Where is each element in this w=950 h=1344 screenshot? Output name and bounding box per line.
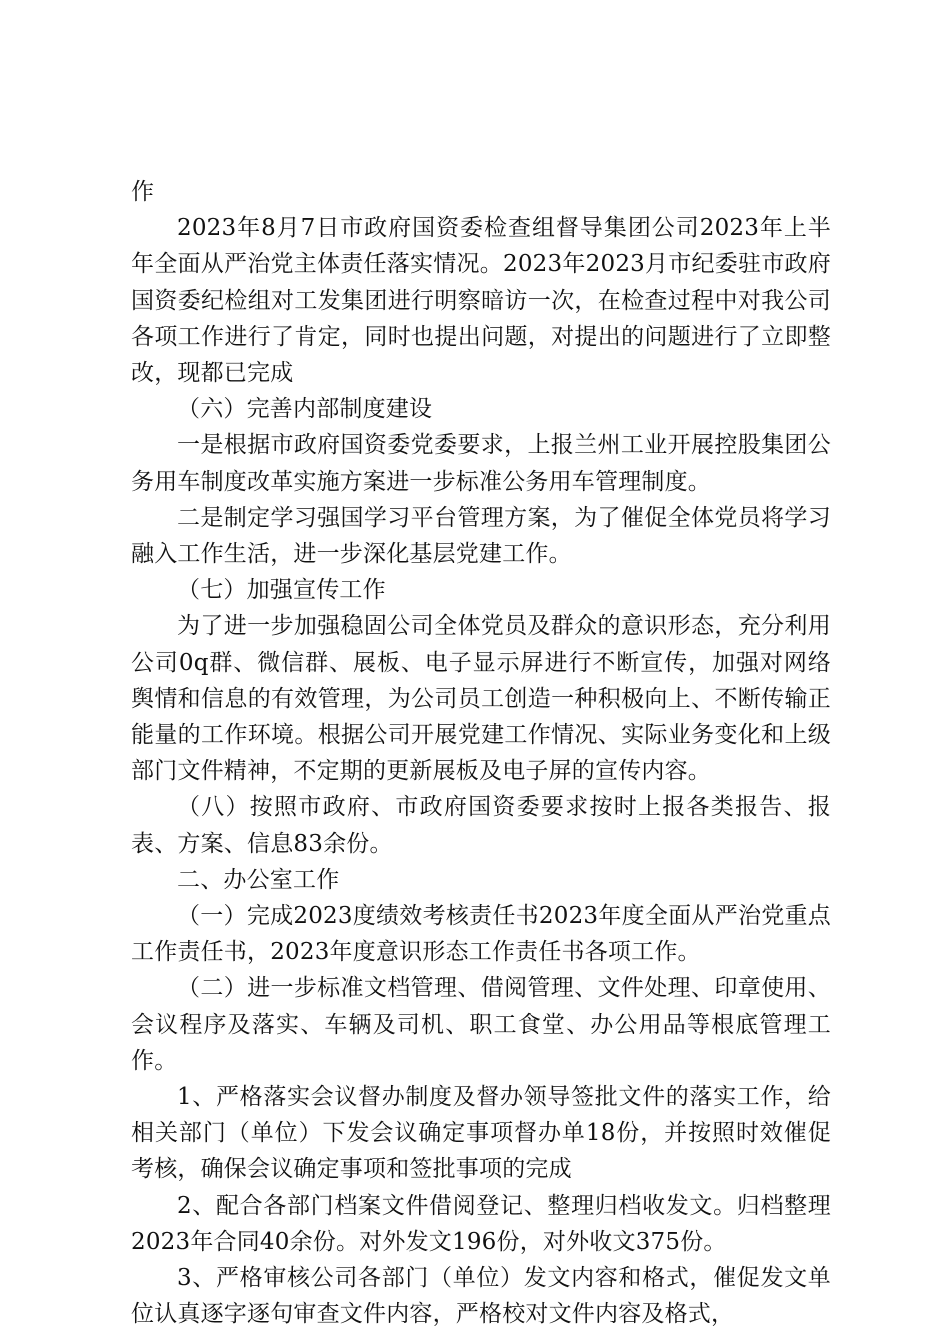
paragraph-responsibility-letters: （一）完成2023度绩效考核责任书2023年度全面从严治党重点工作责任书，2023年度意识形态工作责任书各项工作。: [131, 903, 831, 966]
paragraph-basic-management: （二）进一步标准文档管理、借阅管理、文件处理、印章使用、会议程序及落实、车辆及司机、职工食堂、办公用品等根底管理工作。: [131, 975, 831, 1074]
paragraph-vehicle-reform: 一是根据市政府国资委党委要求，上报兰州工业开展控股集团公务用车制度改革实施方案进一步标准公务用车管理制度。: [131, 432, 831, 495]
heading-publicity-work: （七）加强宣传工作: [177, 577, 386, 604]
heading-internal-system: （六）完善内部制度建设: [177, 396, 433, 423]
paragraph-publicity-detail: 为了进一步加强稳固公司全体党员及群众的意识形态，充分利用公司0q群、微信群、展板、电子显示屏进行不断宣传，加强对网络舆情和信息的有效管理，为公司员工创造一种积极向上、不断传输正能量的工作环境。根据公司开展党建工作情况、实际业务变化和上级部门文件精神，不定期的更新展板及电子屏的宣传内容。: [131, 613, 831, 785]
paragraph-archive-documents: 2、配合各部门档案文件借阅登记、整理归档收发文。归档整理2023年合同40余份。对外发文196份，对外收文375份。: [131, 1192, 831, 1255]
paragraph-meeting-supervision: 1、严格落实会议督办制度及督办领导签批文件的落实工作，给相关部门（单位）下发会议确定事项督办单18份，并按照时效催促考核，确保会议确定事项和签批事项的完成: [131, 1084, 831, 1183]
heading-office-work: 二、办公室工作: [177, 866, 340, 893]
paragraph-reports-submitted: （八）按照市政府、市政府国资委要求按时上报各类报告、报表、方案、信息83余份。: [131, 794, 831, 857]
paragraph-continuation: 作: [131, 179, 155, 205]
paragraph-study-platform: 二是制定学习强国学习平台管理方案，为了催促全体党员将学习融入工作生活，进一步深化基层党建工作。: [131, 504, 831, 568]
document-body: [131, 174, 831, 1333]
paragraph-document-review: 3、严格审核公司各部门（单位）发文内容和格式，催促发文单位认真逐字逐句审查文件内容，严格校对文件内容及格式，: [131, 1265, 831, 1328]
paragraph-inspection-summary: 2023年8月7日市政府国资委检查组督导集团公司2023年上半年全面从严治党主体责任落实情况。2023年2023月市纪委驻市政府国资委纪检组对工发集团进行明察暗访一次，在检查过程中对我公司各项工作进行了肯定，同时也提出问题，对提出的问题进行了立即整改，现都已完成: [131, 215, 831, 387]
